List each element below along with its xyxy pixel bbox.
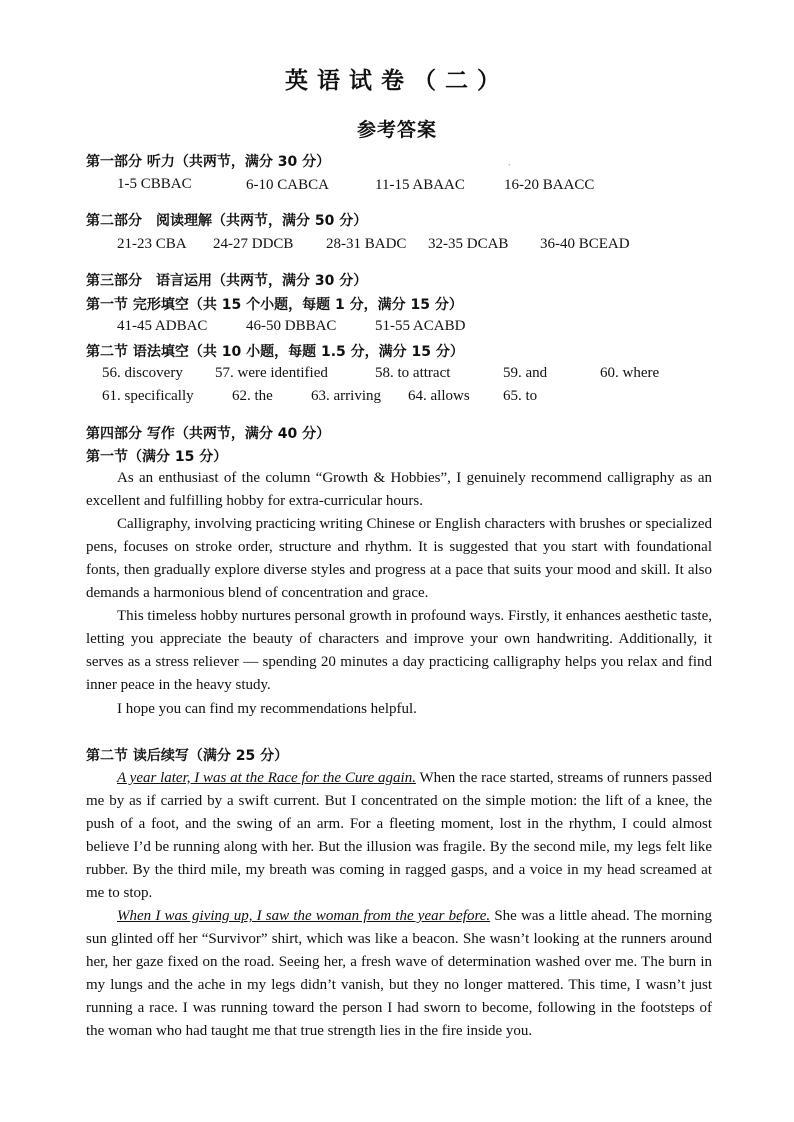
part2-heading: 第二部分 阅读理解（共两节，满分 50 分） <box>86 213 368 229</box>
answer-key-subtitle: 参考答案 <box>356 119 437 141</box>
part4-heading: 第四部分 写作（共两节，满分 40 分） <box>86 426 331 442</box>
part2-answer: 24-27 DDCB <box>213 236 294 252</box>
continuation-text-1: When the race started, streams of runners passed me by as if carried by a swift current. But I concentrated on the simple motion: the lift of a knee, the push of a foot, and the swing of an arm. For a fleeting moment, lost in the rhythm, I could almost believe I’d be running along with her. But the illusion was fragile. By the second mile, my legs felt like rubber. By the third mile, my breath was coming in ragged gasps, and a voice in my head screamed at me to stop. <box>86 770 712 902</box>
part1-answer: 16-20 BAACC <box>504 177 595 193</box>
grammar-answer: 59. and <box>503 365 548 381</box>
cloze-answer: 46-50 DBBAC <box>246 318 337 334</box>
part4-section1-heading: 第一节（满分 15 分） <box>86 449 228 465</box>
part1-answer: 11-15 ABAAC <box>375 177 465 193</box>
exam-title: 英语试卷（二） <box>285 68 509 94</box>
part2-answer: 36-40 BCEAD <box>540 236 630 252</box>
part4-section2-heading: 第二节 读后续写（满分 25 分） <box>86 748 289 764</box>
grammar-answer: 60. where <box>600 365 660 381</box>
part3-section2-heading: 第二节 语法填空（共 10 小题，每题 1.5 分，满分 15 分） <box>86 344 464 360</box>
grammar-answer: 62. the <box>232 388 273 404</box>
grammar-answer: 56. discovery <box>102 365 183 381</box>
grammar-answer: 65. to <box>503 388 538 404</box>
continuation-paragraph-1 <box>86 767 712 906</box>
part1-answer: 1-5 CBBAC <box>117 176 192 192</box>
grammar-answer: 63. arriving <box>311 388 381 404</box>
part3-section1-heading: 第一节 完形填空（共 15 个小题，每题 1 分，满分 15 分） <box>86 297 463 313</box>
part3-heading: 第三部分 语言运用（共两节，满分 30 分） <box>86 273 368 289</box>
grammar-answer: 57. were identified <box>215 365 328 381</box>
part2-answer: 32-35 DCAB <box>428 236 509 252</box>
cloze-answer: 41-45 ADBAC <box>117 318 208 334</box>
essay-paragraph: Calligraphy, involving practicing writing Chinese or English characters with brushes or specialized pens, focuses on stroke order, structure and rhythm. It is suggested that you start with foundational fonts, then gradually explore diverse styles and progress at a pace that suits your mood and skill. It also demands a harmonious blend of concentration and grace. <box>86 516 712 602</box>
part2-answer: 28-31 BADC <box>326 236 407 252</box>
given-opening-sentence-1: A year later, I was at the Race for the Cure again. <box>117 770 416 786</box>
part1-heading: 第一部分 听力（共两节，满分 30 分） <box>86 154 331 170</box>
continuation-text-2: She was a little ahead. The morning sun glinted off her “Survivor” shirt, which was like a beacon. She wasn’t looking at the runners around her, her gaze fixed on the road. Seeing her, a fresh wave of determination washed over me. The burn in my lungs and the ache in my legs didn’t vanish, but they no longer mattered. This time, I wasn’t just running a race. I was running toward the person I had sworn to become, following in the footsteps of the woman who had taught me that true strength lies in the fire inside you. <box>86 908 712 1040</box>
scan-speck: ` <box>508 163 511 172</box>
essay-paragraph: As an enthusiast of the column “Growth & Hobbies”, I genuinely recommend calligraphy as an excellent and fulfilling hobby for extra-curricular hours. <box>86 470 712 510</box>
part1-answer: 6-10 CABCA <box>246 177 329 193</box>
grammar-answer: 61. specifically <box>102 388 194 404</box>
cloze-answer: 51-55 ACABD <box>375 318 466 334</box>
given-opening-sentence-2: When I was giving up, I saw the woman from the year before. <box>117 908 491 924</box>
essay-paragraph: This timeless hobby nurtures personal growth in profound ways. Firstly, it enhances aesthetic taste, letting you appreciate the beauty of characters and improve your own handwriting. Additionally, it serves as a stress reliever — spending 20 minutes a day practicing calligraphy helps you relax and find inner peace in the heavy study. <box>86 608 712 694</box>
grammar-answer: 58. to attract <box>375 365 451 381</box>
part2-answer: 21-23 CBA <box>117 236 187 252</box>
grammar-answer: 64. allows <box>408 388 470 404</box>
essay-paragraph: I hope you can find my recommendations helpful. <box>117 701 417 717</box>
continuation-paragraph-2 <box>86 905 712 1044</box>
